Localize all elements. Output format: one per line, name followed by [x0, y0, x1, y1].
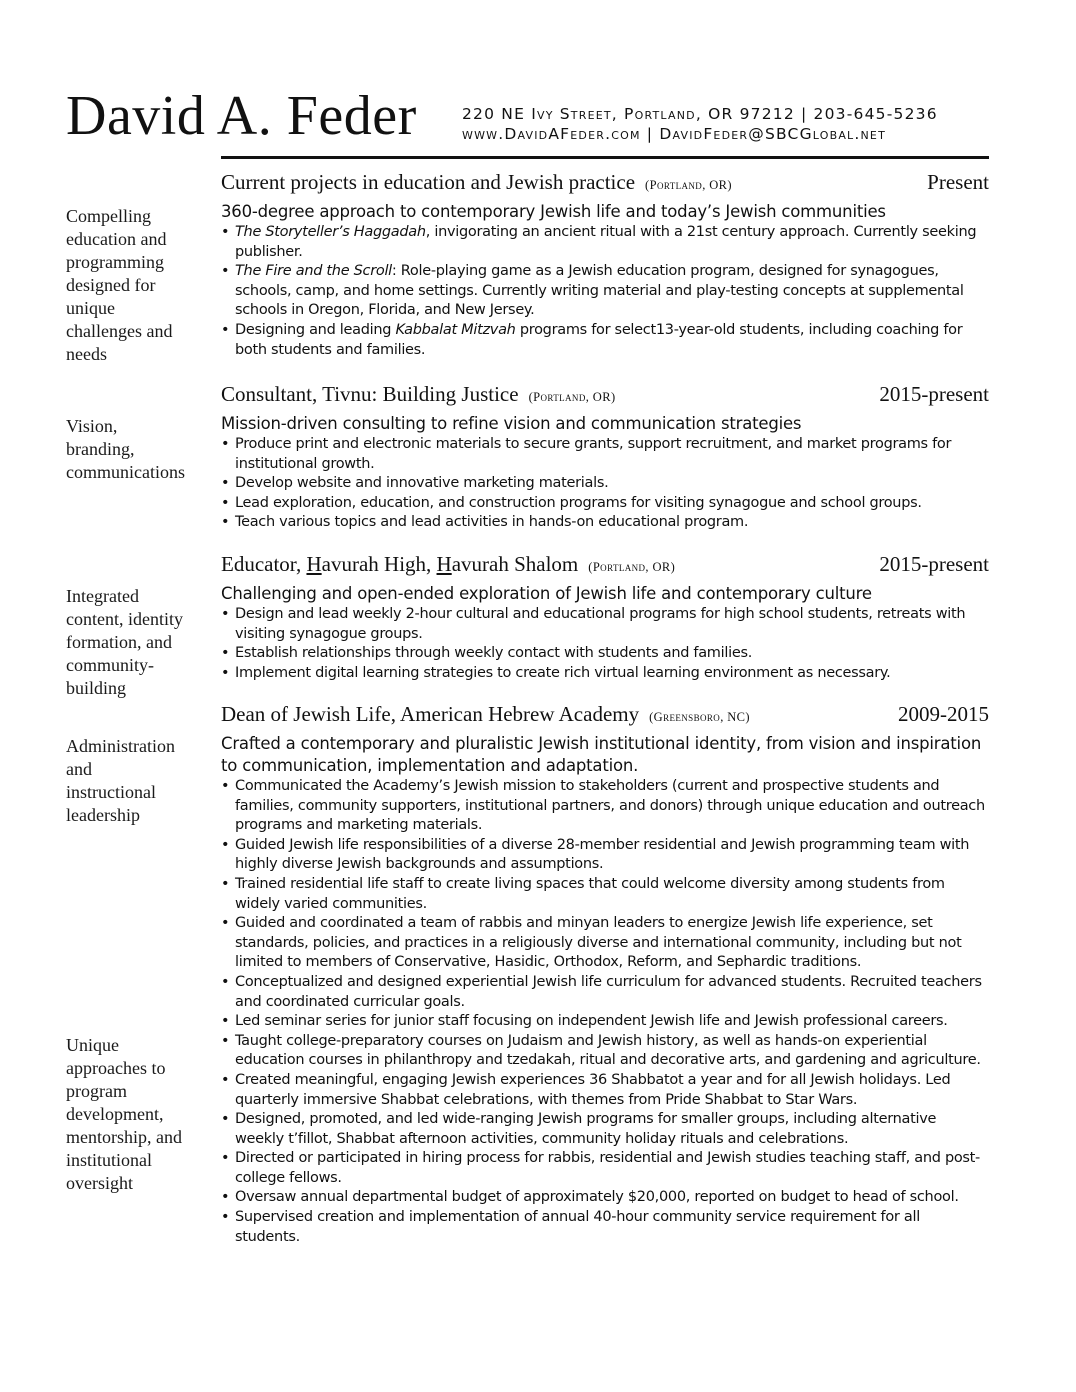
- section-havurah: [221, 552, 989, 683]
- section-date: 2015-present: [879, 382, 989, 406]
- section-header: [221, 170, 989, 195]
- contact-web-email: www.DavidAFeder.com | DavidFeder@SBCGlobal.net: [462, 125, 886, 143]
- section-tivnu: [221, 382, 989, 533]
- section-date: 2015-present: [879, 552, 989, 576]
- header-rule: [221, 156, 989, 159]
- bullet-item: • Taught college-preparatory courses on Judaism and Jewish history, as well as hands-on experiential education courses in philanthropy and tzedakah, ritual and decorative arts, and gardening and agriculture.: [221, 1032, 989, 1071]
- sidebar-note-3: Integrated content, identity formation, and community- building: [66, 586, 183, 698]
- section-date: 2009-2015: [898, 702, 989, 726]
- section-location: (Greensboro, NC): [649, 710, 750, 724]
- bullet-list: [221, 605, 989, 683]
- bullet-item: • Teach various topics and lead activities in hands-on educational program.: [221, 513, 989, 533]
- contact-address-phone: 220 NE Ivy Street, Portland, OR 97212 | 203-645-5236: [462, 105, 938, 123]
- resume-name: David A. Feder: [66, 85, 417, 147]
- bullet-item: • Supervised creation and implementation of annual 40-hour community service requirement for all students.: [221, 1208, 989, 1247]
- sidebar-note-5: Unique approaches to program development, mentorship, and institutional oversight: [66, 1035, 182, 1193]
- bullet-item: • Produce print and electronic materials to secure grants, support recruitment, and market programs for institutional growth.: [221, 435, 989, 474]
- section-title: Consultant, Tivnu: Building Justice: [221, 382, 519, 406]
- bullet-item: • Guided Jewish life responsibilities of a diverse 28-member residential and Jewish programming team with highly diverse Jewish backgrounds and assumptions.: [221, 836, 989, 875]
- section-subtitle: Mission-driven consulting to refine vision and communication strategies: [221, 414, 802, 433]
- bullet-list: [221, 777, 989, 1247]
- section-date: Present: [927, 170, 989, 194]
- section-header: [221, 382, 989, 407]
- sidebar-note-4: Administration and instructional leadership: [66, 736, 175, 825]
- bullet-item: • The Fire and the Scroll: Role-playing game as a Jewish education program, designed for synagogues, schools, camp, and home settings. Currently writing material and play-testing concepts at supplemental schools in Oregon, Florida, and New Jersey.: [221, 262, 989, 321]
- section-title: Educator, Havurah High, Havurah Shalom: [221, 552, 579, 576]
- bullet-item: • Guided and coordinated a team of rabbis and minyan leaders to energize Jewish life experience, set standards, policies, and practices in a religiously diverse and international community, including but not limited to members of Conservative, Hasidic, Orthodox, Reform, and Sephardic traditions.: [221, 914, 989, 973]
- section-location: (Portland, OR): [528, 390, 616, 404]
- bullet-item: • Establish relationships through weekly contact with students and families.: [221, 644, 989, 664]
- sidebar-note-1: Compelling education and programming designed for unique challenges and needs: [66, 206, 173, 364]
- section-header: [221, 552, 989, 577]
- contact-block: [462, 104, 938, 144]
- sidebar-note-2: Vision, branding, communications: [66, 416, 185, 482]
- bullet-item: • Develop website and innovative marketing materials.: [221, 474, 989, 494]
- bullet-item: • Conceptualized and designed experiential Jewish life curriculum for advanced students. Recruited teachers and coordinated curricular goals.: [221, 973, 989, 1012]
- bullet-item: • The Storyteller’s Haggadah, invigorating an ancient ritual with a 21st century approach. Currently seeking publisher.: [221, 223, 989, 262]
- bullet-item: • Lead exploration, education, and construction programs for visiting synagogue and school groups.: [221, 494, 989, 514]
- section-header: [221, 702, 989, 727]
- bullet-list: [221, 435, 989, 533]
- section-subtitle: Challenging and open-ended exploration of Jewish life and contemporary culture: [221, 584, 872, 603]
- section-location: (Portland, OR): [645, 178, 732, 192]
- section-subtitle: Crafted a contemporary and pluralistic Jewish institutional identity, from vision and inspiration to communication, implementation and adaptation.: [221, 734, 982, 775]
- bullet-list: [221, 223, 989, 360]
- bullet-item: • Led seminar series for junior staff focusing on independent Jewish life and Jewish professional careers.: [221, 1012, 989, 1032]
- bullet-item: • Directed or participated in hiring process for rabbis, residential and Jewish studies teaching staff, and post-college fellows.: [221, 1149, 989, 1188]
- bullet-item: • Oversaw annual departmental budget of approximately $20,000, reported on budget to head of school.: [221, 1188, 989, 1208]
- section-title: Dean of Jewish Life, American Hebrew Academy: [221, 702, 640, 726]
- bullet-item: • Created meaningful, engaging Jewish experiences 36 Shabbatot a year and for all Jewish holidays. Led quarterly immersive Shabbat celebrations, with themes from Pride Shabbat to Star Wars.: [221, 1071, 989, 1110]
- bullet-item: • Communicated the Academy’s Jewish mission to stakeholders (current and prospective students and families, community supporters, institutional partners, and donors) through unique education and outreach programs and marketing materials.: [221, 777, 989, 836]
- section-subtitle: 360-degree approach to contemporary Jewish life and today’s Jewish communities: [221, 202, 886, 221]
- section-location: (Portland, OR): [588, 560, 676, 574]
- section-american-hebrew-academy: [221, 702, 989, 1247]
- bullet-item: • Designed, promoted, and led wide-ranging Jewish programs for smaller groups, including alternative weekly t’fillot, Shabbat afternoon activities, community holiday rituals and celebrations.: [221, 1110, 989, 1149]
- bullet-item: • Implement digital learning strategies to create rich virtual learning environment as necessary.: [221, 664, 989, 684]
- bullet-item: • Design and lead weekly 2-hour cultural and educational programs for high school students, retreats with visiting synagogue groups.: [221, 605, 989, 644]
- section-title: Current projects in education and Jewish practice: [221, 170, 636, 194]
- section-current-projects: [221, 170, 989, 360]
- bullet-item: • Trained residential life staff to create living spaces that could welcome diversity among students from widely varied communities.: [221, 875, 989, 914]
- bullet-item: • Designing and leading Kabbalat Mitzvah programs for select13-year-old students, including coaching for both students and families.: [221, 321, 989, 360]
